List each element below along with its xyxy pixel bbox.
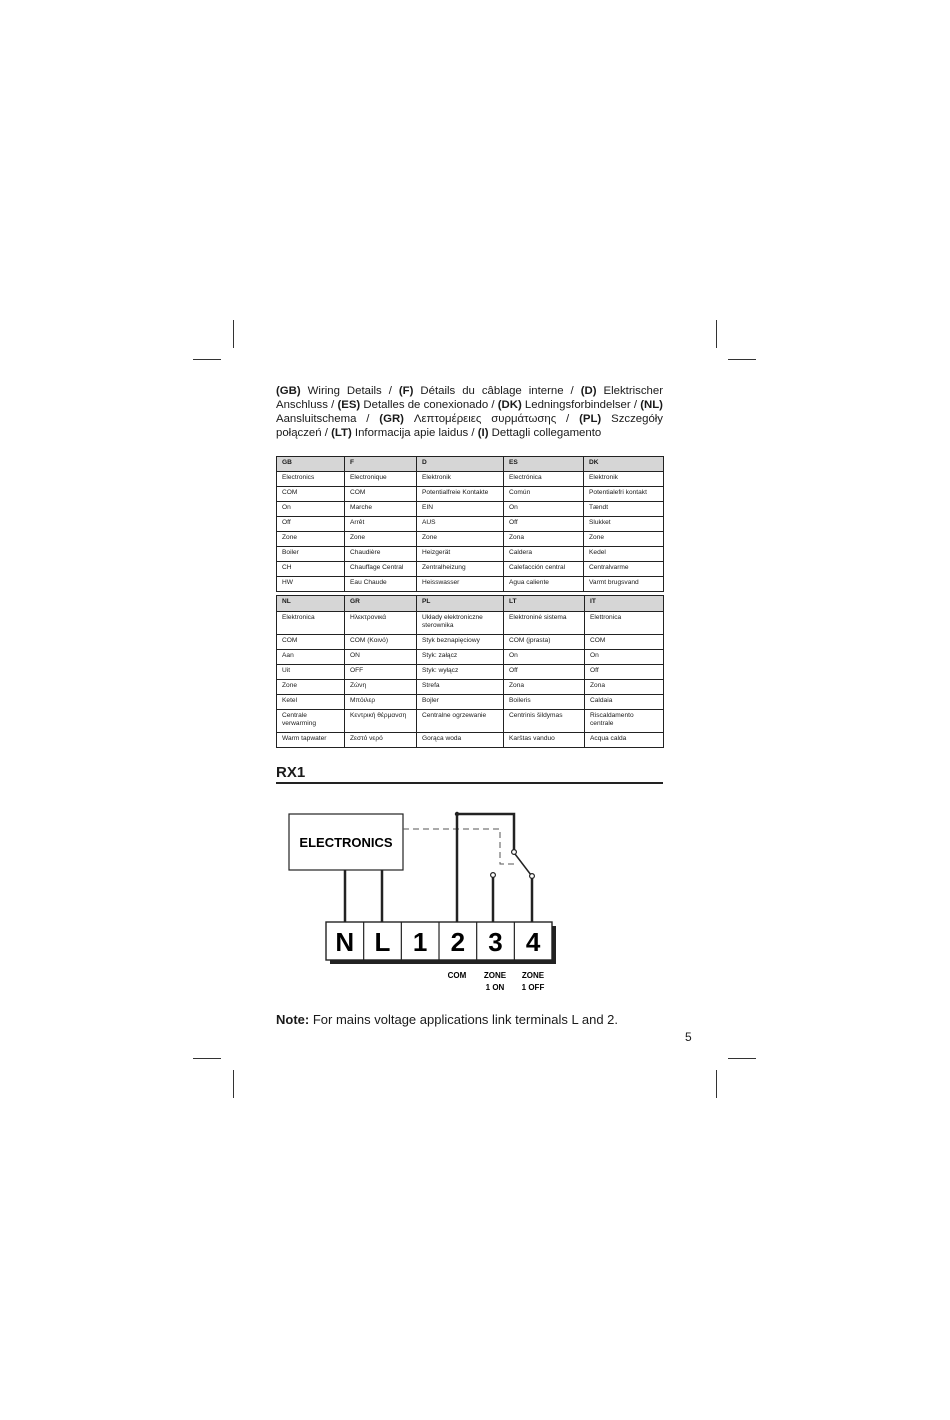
table-cell: COM	[277, 487, 345, 502]
table-cell: Zone	[584, 532, 664, 547]
crop-mark	[716, 1070, 717, 1098]
table-row	[277, 472, 664, 487]
electronics-label: ELECTRONICS	[299, 835, 393, 850]
table-cell: Aan	[277, 650, 345, 665]
terminal-label: 4	[525, 927, 541, 957]
language-code: (LT)	[331, 427, 352, 439]
terminal-label: 3	[488, 927, 503, 957]
table-cell: Ketel	[277, 695, 345, 710]
table-row	[277, 680, 664, 695]
wire-com	[457, 814, 514, 923]
table-cell: Caldaia	[585, 695, 664, 710]
language-code: (NL)	[640, 399, 663, 411]
table-cell: Elektronik	[417, 472, 504, 487]
table-cell: Elettronica	[585, 612, 664, 635]
table-cell: Elektronik	[584, 472, 664, 487]
table-cell: Gorąca woda	[417, 733, 504, 748]
table-cell: On	[277, 502, 345, 517]
column-header: ES	[504, 457, 584, 472]
table-cell: Strefa	[417, 680, 504, 695]
crop-mark	[233, 320, 234, 348]
table-cell: Slukket	[584, 517, 664, 532]
table-cell: Off	[504, 665, 585, 680]
wiring-diagram	[270, 800, 570, 1000]
table-cell: Calefacción central	[504, 562, 584, 577]
table-cell: Caldera	[504, 547, 584, 562]
column-header: GR	[345, 596, 417, 612]
language-code: (I)	[477, 427, 489, 439]
crop-mark	[728, 359, 756, 360]
table-cell: Tændt	[584, 502, 664, 517]
table-cell: Zone	[277, 532, 345, 547]
table-cell: Marche	[345, 502, 417, 517]
table-cell: Heisswasser	[417, 577, 504, 592]
language-code: (D)	[580, 385, 597, 397]
table-row	[277, 733, 664, 748]
heading-text: Aansluitschema /	[276, 413, 380, 425]
table-cell: Riscaldamento centrale	[585, 710, 664, 733]
table-cell: COM	[585, 635, 664, 650]
heading-text: Informacija apie laidus /	[351, 427, 478, 439]
table-cell: Ηλεκτρονικά	[345, 612, 417, 635]
language-code: (ES)	[337, 399, 361, 411]
section-heading	[276, 384, 663, 440]
table-cell: Zona	[504, 680, 585, 695]
heading-text: Ledningsforbindelser /	[521, 399, 641, 411]
table-cell: Ζώνη	[345, 680, 417, 695]
table-cell: Centrale verwarming	[277, 710, 345, 733]
label-zone-off-1: ZONE	[521, 971, 545, 980]
column-header: PL	[417, 596, 504, 612]
table-row	[277, 635, 664, 650]
column-header: GB	[277, 457, 345, 472]
crop-mark	[193, 1058, 221, 1059]
column-header: LT	[504, 596, 585, 612]
language-code: (F)	[398, 385, 414, 397]
table-cell: Electronique	[345, 472, 417, 487]
table-cell: Elektronica	[277, 612, 345, 635]
rx1-title: RX1	[276, 764, 306, 781]
heading-text: Dettagli collegamento	[488, 427, 602, 439]
table-cell: On	[504, 650, 585, 665]
table-cell: CH	[277, 562, 345, 577]
column-header: F	[345, 457, 417, 472]
table-cell: Μπόιλερ	[345, 695, 417, 710]
table-cell: Układy elektroniczne sterownika	[417, 612, 504, 635]
table-cell: COM (įprasta)	[504, 635, 585, 650]
table-cell: Warm tapwater	[277, 733, 345, 748]
table-cell: Uit	[277, 665, 345, 680]
column-header: DK	[584, 457, 664, 472]
label-com: COM	[447, 971, 467, 980]
crop-mark	[233, 1070, 234, 1098]
table-cell: Elektroninė sistema	[504, 612, 585, 635]
page-number: 5	[685, 1030, 692, 1044]
terminal-label: 2	[450, 927, 466, 957]
table-cell: HW	[277, 577, 345, 592]
table-row	[277, 577, 664, 592]
table-cell: Styk beznapięciowy	[417, 635, 504, 650]
translation-table-1	[276, 456, 664, 592]
terminal-label: L	[374, 927, 391, 957]
table-cell: Centralvarme	[584, 562, 664, 577]
table-cell: Potentialfreie Kontakte	[417, 487, 504, 502]
table-cell: Electronics	[277, 472, 345, 487]
relay-blade	[515, 854, 531, 875]
table-row	[277, 517, 664, 532]
table-cell: Κεντρική θέρμανση	[345, 710, 417, 733]
table-row	[277, 502, 664, 517]
heading-text: Detalles de conexionado /	[360, 399, 498, 411]
table-row	[277, 695, 664, 710]
language-code: (GR)	[379, 413, 404, 425]
table-row	[277, 562, 664, 577]
table-cell: On	[585, 650, 664, 665]
table-cell: OFF	[345, 665, 417, 680]
table-cell: Styk: załącz	[417, 650, 504, 665]
table-row	[277, 665, 664, 680]
column-header: IT	[585, 596, 664, 612]
relay-control-link	[403, 829, 515, 864]
table-cell: Off	[585, 665, 664, 680]
table-cell: On	[504, 502, 584, 517]
table-cell: Heizgerät	[417, 547, 504, 562]
heading-text: Wiring Details /	[300, 385, 399, 397]
table-cell: COM	[277, 635, 345, 650]
table-cell: Eau Chaude	[345, 577, 417, 592]
crop-mark	[728, 1058, 756, 1059]
contact-zone-on	[491, 873, 496, 878]
table-cell: Electrónica	[504, 472, 584, 487]
table-cell: Agua caliente	[504, 577, 584, 592]
table-cell: EIN	[417, 502, 504, 517]
table-header-row	[277, 457, 664, 472]
table-cell: Varmt brugsvand	[584, 577, 664, 592]
column-header: D	[417, 457, 504, 472]
table-cell: Centralne ogrzewanie	[417, 710, 504, 733]
table-cell: Chaudière	[345, 547, 417, 562]
heading-text: Λεπτομέρειες συρμάτωσης /	[403, 413, 580, 425]
table-cell: Ζεστό νερό	[345, 733, 417, 748]
table-cell: Potentialefri kontakt	[584, 487, 664, 502]
table-cell: Bojler	[417, 695, 504, 710]
table-row	[277, 547, 664, 562]
table-row	[277, 710, 664, 733]
contact-zone-off	[530, 874, 535, 879]
table-header-row	[277, 596, 664, 612]
table-cell: Kedel	[584, 547, 664, 562]
table-cell: Styk: wyłącz	[417, 665, 504, 680]
heading-text: Szczegóły połączeń /	[276, 413, 664, 439]
label-zone-on-1: ZONE	[483, 971, 507, 980]
table-cell: Arrêt	[345, 517, 417, 532]
table-cell: Centrinis šildymas	[504, 710, 585, 733]
table-cell: Boileris	[504, 695, 585, 710]
table-cell: Común	[504, 487, 584, 502]
table-row	[277, 532, 664, 547]
table-cell: Chauffage Central	[345, 562, 417, 577]
crop-mark	[716, 320, 717, 348]
table-row	[277, 612, 664, 635]
table-cell: Off	[277, 517, 345, 532]
table-cell: AUS	[417, 517, 504, 532]
translation-table-2	[276, 595, 664, 748]
table-cell: Zentralheizung	[417, 562, 504, 577]
crop-mark	[193, 359, 221, 360]
table-row	[277, 487, 664, 502]
table-row	[277, 650, 664, 665]
table-cell: Zone	[417, 532, 504, 547]
heading-text: Elektrischer Anschluss /	[276, 385, 663, 411]
note-text: For mains voltage applications link terminals L and 2.	[309, 1012, 619, 1027]
title-rule	[276, 782, 663, 784]
table-cell: Zona	[504, 532, 584, 547]
language-code: (PL)	[579, 413, 602, 425]
label-zone-on-2: 1 ON	[485, 983, 505, 992]
label-zone-off-2: 1 OFF	[521, 983, 545, 992]
column-header: NL	[277, 596, 345, 612]
table-cell: Boiler	[277, 547, 345, 562]
table-cell: Karštas vanduo	[504, 733, 585, 748]
table-cell: COM	[345, 487, 417, 502]
language-code: (GB)	[276, 385, 301, 397]
table-cell: COM (Κοινό)	[345, 635, 417, 650]
table-cell: Acqua calda	[585, 733, 664, 748]
table-cell: Zone	[277, 680, 345, 695]
note	[276, 1012, 618, 1027]
heading-text: Détails du câblage interne /	[413, 385, 581, 397]
note-label: Note:	[276, 1012, 310, 1027]
table-cell: ON	[345, 650, 417, 665]
language-code: (DK)	[497, 399, 522, 411]
terminal-label: N	[335, 927, 355, 957]
terminal-label: 1	[412, 927, 428, 957]
table-cell: Zone	[345, 532, 417, 547]
table-cell: Off	[504, 517, 584, 532]
table-cell: Zona	[585, 680, 664, 695]
